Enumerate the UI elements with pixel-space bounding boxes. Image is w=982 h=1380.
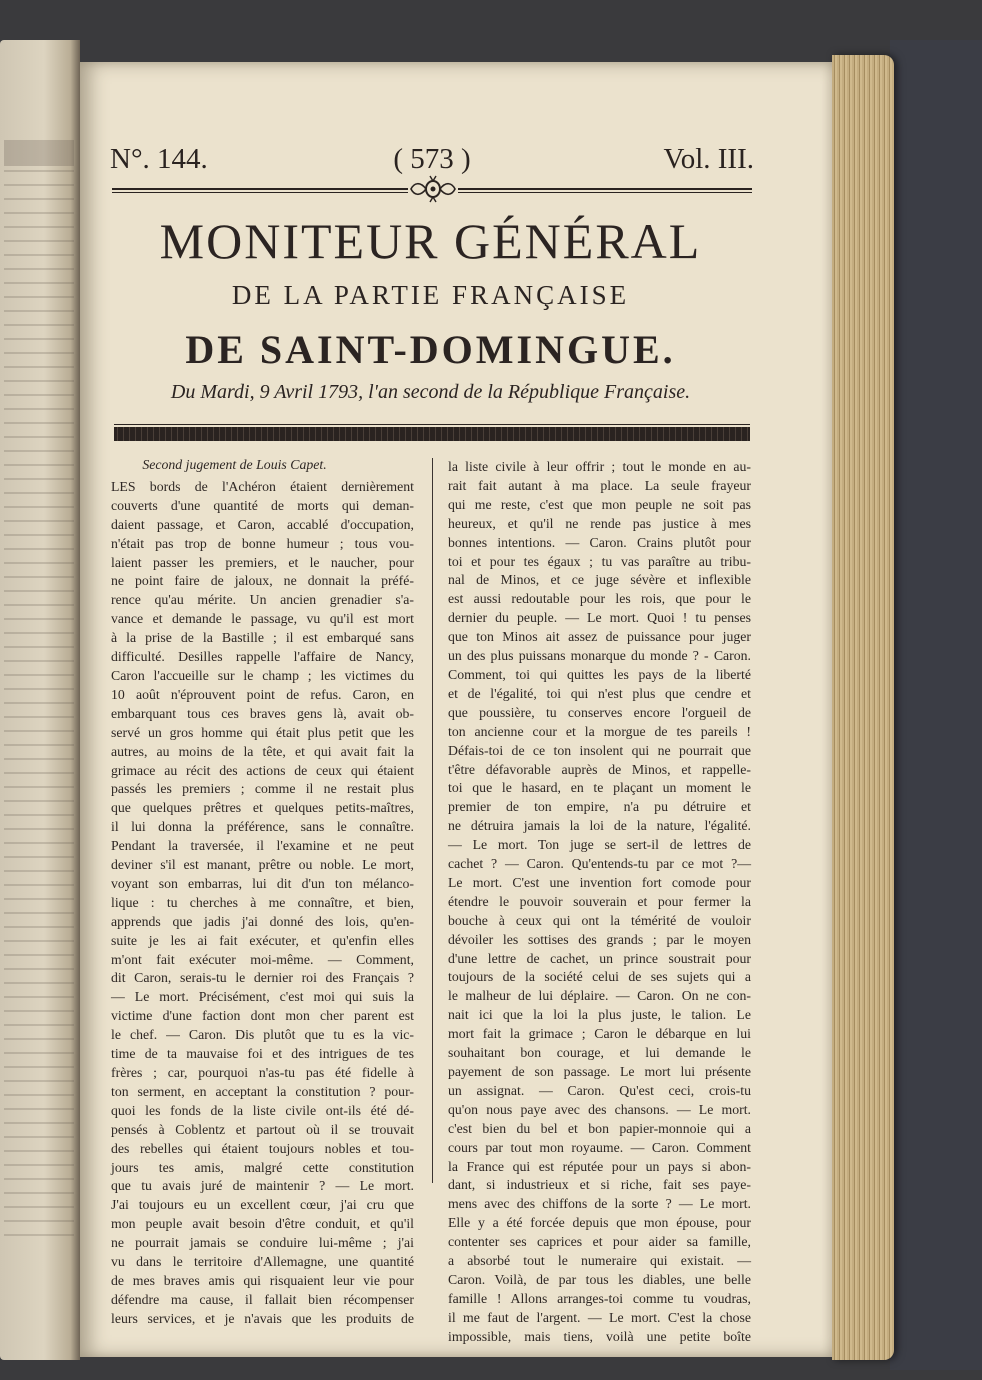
masthead-location: DE SAINT-DOMINGUE. [185, 327, 676, 372]
masthead-rule-band [114, 427, 750, 441]
text-line: a absorbé tout le numeraire qui existait. — [448, 1253, 751, 1269]
text-line: daient passage, et Caron, accablé d'occupation, [111, 516, 414, 532]
text-line: la liste civile à leur offrir ; tout le monde en au- [448, 459, 751, 474]
text-line: m'ont fait exécuter moi-même. — Comment, [111, 951, 414, 967]
text-line: jours tes amis, malgré cette constitution [111, 1159, 414, 1175]
text-line: lique : tu cherches à me connaître, et bien, [111, 894, 414, 910]
text-line: la France qui est réputée pour un pays si abon- [448, 1158, 751, 1174]
text-line: — Le mort. Précisément, c'est moi qui suis la [111, 989, 414, 1005]
text-line: embarquant tous ces braves gens là, avait ob- [111, 705, 414, 721]
text-line: Caron l'accueille sur le champ ; les victimes du [111, 667, 414, 683]
text-line: mens avec des chiffons de la sorte ? — Le mort. [448, 1196, 751, 1212]
text-line: c'est bien du bel et bon papier-monnoie qui a [448, 1120, 751, 1136]
text-line: leurs services, et je n'avais que les produits de [111, 1310, 414, 1326]
text-line: autres, au moins de la tête, et qui avait fait la [111, 743, 414, 759]
text-line: qu'on nous paye avec des chansons. — Le mort. [448, 1101, 751, 1117]
text-line: deviner s'il est manant, prêtre ou noble. Le mort, [111, 857, 414, 873]
text-line: que ton Minos ait assez de puissance pour juger [448, 629, 751, 645]
text-line: Comment, toi qui quittes les pays de la liberté [448, 666, 751, 682]
page-block-edges [832, 55, 894, 1360]
text-line: suite je les ai fait exécuter, et qu'enfin elles [111, 932, 414, 948]
text-line: ton serment, en acceptant la constitution ? pour- [111, 1083, 414, 1099]
text-line: Pendant la traversée, il l'examine et ne peut [111, 838, 414, 854]
dateline: Du Mardi, 9 Avril 1793, l'an second de la République Française. [170, 381, 691, 403]
text-line: dit Caron, serais-tu le dernier roi des Français ? [111, 970, 414, 986]
text-line: Défais-toi de ce ton insolent qui ne pourrait que [448, 742, 751, 758]
text-line: n'était pas trop de bonne humeur ; tous vou- [111, 535, 414, 551]
masthead-subtitle: DE LA PARTIE FRANÇAISE [231, 280, 630, 310]
text-line: t'être défavorable auprès de Minos, et rappelle- [448, 761, 751, 777]
text-line: que poussière, tu conserves encore l'orgueil de [448, 704, 751, 720]
text-line: Elle y a été forcée depuis que mon épouse, pour [448, 1215, 751, 1231]
text-line: ne point faire de jaloux, ne donnait la préfé- [111, 573, 414, 589]
text-line: apprends que jadis j'ai donné des lois, qu'en- [111, 913, 414, 929]
text-line: toi et pour tes égaux ; tu vas paraître au tribu- [448, 553, 751, 569]
text-line: de mes braves amis qui risquaient leur vie pour [111, 1272, 414, 1288]
text-line: un assignat. — Caron. Qu'est ceci, crois-tu [448, 1082, 751, 1098]
text-line: premier de ton empire, n'a pu détruire et [448, 799, 751, 815]
text-line: passés les premiers ; comme il ne restait plus [111, 781, 414, 797]
text-line: des rebelles qui étaient toujours nobles et tou- [111, 1140, 414, 1156]
text-line: ton ancienne cour et la morgue de tes pareils ! [448, 723, 751, 739]
text-line: qui me reste, c'est que mon peuple ne soit pas [448, 496, 751, 512]
text-line: le chef. — Caron. Dis plutôt que tu es la vic- [111, 1027, 414, 1043]
text-line: Caron. Voilà, de par tous les diables, une belle [448, 1271, 751, 1287]
text-line: ne détruira jamais la loi de la nature, l'égalité. [448, 818, 751, 834]
text-line: frères ; car, pourquoi n'as-tu pas été fidelle à [111, 1065, 414, 1080]
text-line: ne pourrait jamais se conduire lui-même ; j'ai [111, 1235, 414, 1251]
text-line: voyant son embarras, lui dit d'un ton mélanco- [111, 875, 414, 891]
text-line: bouche à ceux qui ont la témérité de vouloir [448, 912, 751, 928]
text-line: que tu avais juré de maintenir ? — Le mort. [111, 1178, 414, 1194]
text-line: laient passer les premiers, et le naucher, pour [111, 554, 414, 570]
text-line: 10 août n'éprouvent point de refus. Caron, en [111, 686, 414, 702]
text-line: time de ta mauvaise foi et des intrigues de tes [111, 1046, 414, 1062]
text-line: famille ! Allons arranges-toi comme tu voudras, [448, 1290, 751, 1306]
text-line: dévoiler les sottises des grands ; par le moyen [448, 931, 751, 947]
text-line: LES bords de l'Achéron étaient dernièrement [111, 478, 414, 494]
text-line: d'une lettre de cachet, un prince soustrait pour [448, 950, 751, 966]
text-line: heureux, et qu'il ne rende pas justice à mes [448, 515, 751, 531]
text-line: que quelques prêtres et quelques petits-maîtres, [111, 800, 414, 816]
text-line: et de l'égalité, toi qui n'est plus que cendre et [448, 685, 751, 701]
text-line: cachet ? — Caron. Qu'entends-tu par ce mot ?— [448, 856, 751, 872]
left-column-text [111, 478, 414, 1329]
text-line: à la prise de la Bastille ; il est embarqué sans [111, 630, 414, 646]
fleuron-ornament-icon [408, 175, 458, 203]
text-line: Le mort. C'est une invention fort comode pour [448, 874, 751, 890]
article-column-right [448, 458, 751, 1344]
text-line: est aussi redoutable pour les rois, que pour le [448, 591, 751, 607]
text-line: il me faut de l'argent. — Le mort. C'est la chose [448, 1309, 751, 1325]
issue-number: N°. 144. [110, 143, 208, 175]
text-line: couverts d'une quantité de morts qui deman- [111, 497, 414, 513]
text-line: mort fait la grimace ; Caron le débarque en lui [448, 1026, 751, 1042]
facing-page-left [0, 40, 80, 1360]
facing-page-ghost-text [4, 170, 74, 1240]
column-divider [432, 458, 433, 1183]
article-title: Second jugement de Louis Capet. [142, 457, 327, 472]
text-line: défendre ma cause, il fallait bien récompenser [111, 1291, 414, 1307]
text-line: victime d'une faction dont mon cher parent est [111, 1008, 414, 1024]
text-line: rait fait autant à ma place. La seule frayeur [448, 477, 751, 493]
text-line: vance et demande le passage, vu qu'il est mort [111, 611, 414, 627]
text-line: cours par tout mon royaume. — Caron. Comment [448, 1139, 751, 1155]
text-line: dant, si industrieux et si riche, fait ses paye- [448, 1177, 751, 1193]
text-line: souhaitant bon courage, et lui demande le [448, 1045, 751, 1061]
facing-page-ghost-title [4, 140, 74, 166]
text-line: impossible, mais tiens, voilà une petite boîte [448, 1328, 751, 1344]
text-line: rence qu'au mérite. Un ancien grenadier s'a- [111, 592, 414, 608]
header-ornament-rule [112, 181, 752, 199]
text-line: mon peuple avait besoin d'être conduit, et qu'il [111, 1216, 414, 1232]
text-line: payement de son passage. Le mort lui présente [448, 1064, 751, 1079]
masthead-rule-thin [114, 424, 750, 425]
text-line: bonnes intentions. — Caron. Crains plutôt pour [448, 534, 751, 550]
text-line: J'ai toujours eu un excellent cœur, j'ai cru que [111, 1197, 414, 1213]
text-line: toi que le hasard, en te plaçant un moment le [448, 780, 751, 796]
text-line: il lui donna la préférence, sans le connaître. [111, 819, 414, 835]
text-line: — Le mort. Ton juge se sert-il de lettres de [448, 837, 751, 853]
text-line: quoi les fonds de la liste civile ont-ils été dé- [111, 1102, 414, 1118]
text-line: dernier du peuple. — Le mort. Quoi ! tu penses [448, 610, 751, 626]
text-line: contenter ses caprices et pour aider sa famille, [448, 1234, 751, 1250]
text-line: étendre le pouvoir souverain et pour fermer la [448, 893, 751, 909]
text-line: vu dans le territoire d'Allemagne, une quantité [111, 1254, 414, 1270]
text-line: grimace au récit des actions de ceux qui étaient [111, 762, 414, 778]
text-line: pensés à Coblentz et partout où il se trouvait [111, 1121, 414, 1137]
book-cover-edge [890, 40, 982, 1370]
text-line: nait ici que la loi la plus juste, le talion. Le [448, 1007, 751, 1023]
volume-number: Vol. III. [663, 143, 754, 175]
text-line: difficulté. Desilles rappelle l'affaire de Nancy, [111, 649, 414, 665]
article-column-left [111, 456, 414, 1326]
text-line: nal de Minos, et ce juge sévère et inflexible [448, 572, 751, 588]
text-line: le malheur de lui déplaire. — Caron. On ne con- [448, 988, 751, 1004]
right-column-text [448, 458, 751, 1347]
text-line: un des plus puissans monarque du monde ? - Caron. [448, 648, 751, 664]
page-number: ( 573 ) [393, 143, 471, 175]
text-line: toujours de la société celui de ses sujets qui a [448, 969, 751, 985]
text-line: servé un gros homme qui était plus petit que les [111, 724, 414, 740]
masthead-title: MONITEUR GÉNÉRAL [159, 213, 702, 269]
